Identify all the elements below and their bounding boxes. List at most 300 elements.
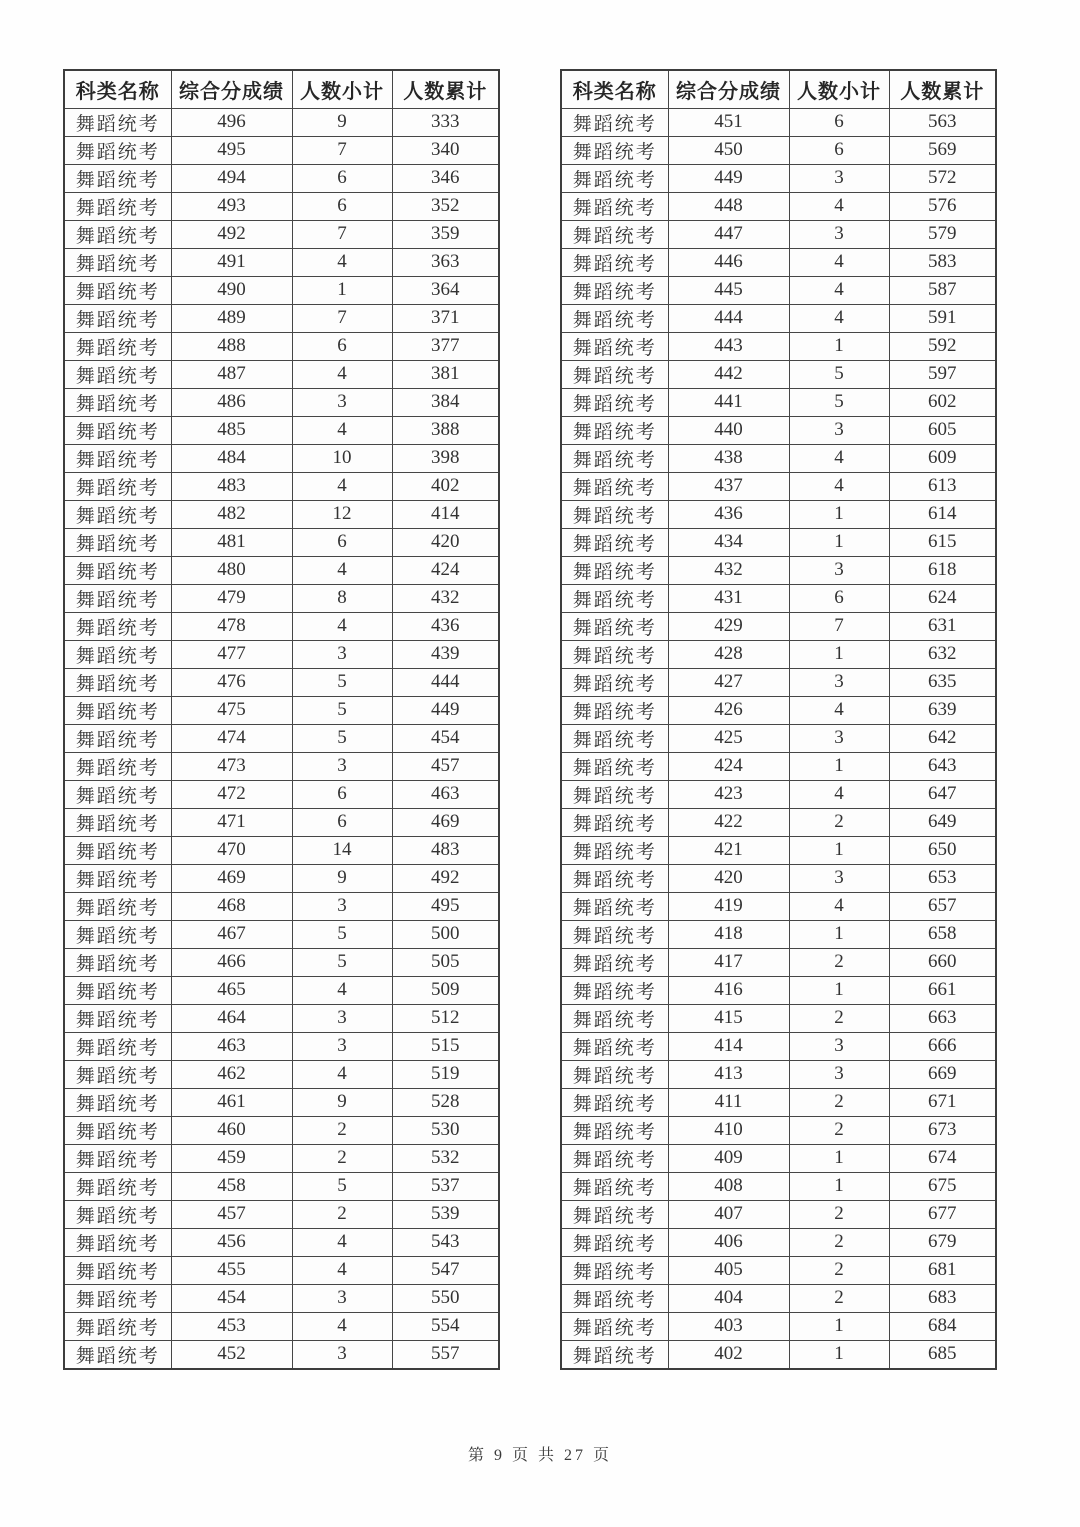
- table-cell: 614: [889, 500, 996, 528]
- table-cell: 舞蹈统考: [64, 752, 171, 780]
- table-cell: 3: [789, 1032, 889, 1060]
- table-row: [64, 136, 499, 164]
- table-cell: 509: [392, 976, 499, 1004]
- table-cell: 3: [789, 724, 889, 752]
- table-row: [561, 584, 996, 612]
- table-cell: 420: [392, 528, 499, 556]
- table-cell: 445: [668, 276, 789, 304]
- table-cell: 425: [668, 724, 789, 752]
- table-cell: 537: [392, 1172, 499, 1200]
- table-cell: 6: [292, 332, 392, 360]
- table-cell: 舞蹈统考: [561, 640, 668, 668]
- table-cell: 597: [889, 360, 996, 388]
- table-row: [64, 612, 499, 640]
- table-cell: 557: [392, 1340, 499, 1369]
- table-cell: 4: [292, 612, 392, 640]
- table-cell: 572: [889, 164, 996, 192]
- table-cell: 1: [789, 752, 889, 780]
- table-cell: 2: [789, 1256, 889, 1284]
- table-cell: 408: [668, 1172, 789, 1200]
- table-cell: 613: [889, 472, 996, 500]
- table-cell: 495: [171, 136, 292, 164]
- table-cell: 9: [292, 1088, 392, 1116]
- table-cell: 7: [292, 136, 392, 164]
- table-row: [561, 668, 996, 696]
- table-cell: 431: [668, 584, 789, 612]
- table-cell: 457: [171, 1200, 292, 1228]
- table-row: [561, 1228, 996, 1256]
- table-cell: 2: [292, 1200, 392, 1228]
- table-cell: 635: [889, 668, 996, 696]
- table-cell: 4: [292, 976, 392, 1004]
- table-cell: 舞蹈统考: [64, 276, 171, 304]
- table-cell: 642: [889, 724, 996, 752]
- table-cell: 530: [392, 1116, 499, 1144]
- table-row: [561, 444, 996, 472]
- table-cell: 7: [292, 220, 392, 248]
- table-cell: 563: [889, 108, 996, 136]
- table-cell: 669: [889, 1060, 996, 1088]
- table-cell: 436: [392, 612, 499, 640]
- table-cell: 352: [392, 192, 499, 220]
- table-cell: 2: [789, 1200, 889, 1228]
- table-row: [561, 1144, 996, 1172]
- table-cell: 454: [171, 1284, 292, 1312]
- table-row: [64, 1004, 499, 1032]
- table-cell: 450: [668, 136, 789, 164]
- table-row: [561, 1284, 996, 1312]
- table-cell: 2: [789, 1004, 889, 1032]
- table-cell: 463: [171, 1032, 292, 1060]
- table-cell: 454: [392, 724, 499, 752]
- table-cell: 449: [668, 164, 789, 192]
- table-cell: 490: [171, 276, 292, 304]
- table-row: [561, 332, 996, 360]
- table-cell: 414: [392, 500, 499, 528]
- table-cell: 舞蹈统考: [561, 612, 668, 640]
- table-row: [561, 612, 996, 640]
- table-cell: 舞蹈统考: [561, 1144, 668, 1172]
- table-cell: 615: [889, 528, 996, 556]
- table-cell: 3: [789, 556, 889, 584]
- table-cell: 舞蹈统考: [64, 1200, 171, 1228]
- table-cell: 449: [392, 696, 499, 724]
- table-cell: 舞蹈统考: [64, 1088, 171, 1116]
- table-row: [561, 528, 996, 556]
- table-cell: 舞蹈统考: [561, 1004, 668, 1032]
- table-row: [64, 164, 499, 192]
- table-cell: 3: [789, 668, 889, 696]
- table-cell: 631: [889, 612, 996, 640]
- table-cell: 舞蹈统考: [561, 220, 668, 248]
- table-cell: 3: [292, 640, 392, 668]
- table-row: [561, 416, 996, 444]
- table-cell: 14: [292, 836, 392, 864]
- table-row: [561, 472, 996, 500]
- table-cell: 377: [392, 332, 499, 360]
- table-row: [64, 920, 499, 948]
- table-cell: 424: [392, 556, 499, 584]
- table-row: [561, 276, 996, 304]
- table-cell: 543: [392, 1228, 499, 1256]
- table-cell: 569: [889, 136, 996, 164]
- table-cell: 674: [889, 1144, 996, 1172]
- table-cell: 舞蹈统考: [64, 948, 171, 976]
- table-cell: 4: [292, 416, 392, 444]
- table-cell: 2: [789, 1116, 889, 1144]
- table-row: [561, 220, 996, 248]
- table-cell: 468: [171, 892, 292, 920]
- table-cell: 539: [392, 1200, 499, 1228]
- table-cell: 579: [889, 220, 996, 248]
- table-row: [64, 780, 499, 808]
- table-cell: 427: [668, 668, 789, 696]
- table-cell: 418: [668, 920, 789, 948]
- table-row: [64, 444, 499, 472]
- column-header: 综合分成绩: [171, 70, 292, 108]
- table-cell: 647: [889, 780, 996, 808]
- table-cell: 1: [789, 500, 889, 528]
- table-cell: 444: [392, 668, 499, 696]
- table-cell: 舞蹈统考: [561, 864, 668, 892]
- table-cell: 618: [889, 556, 996, 584]
- table-row: [64, 1340, 499, 1369]
- table-cell: 舞蹈统考: [561, 1312, 668, 1340]
- table-cell: 1: [789, 640, 889, 668]
- table-cell: 660: [889, 948, 996, 976]
- table-row: [64, 1312, 499, 1340]
- table-cell: 2: [292, 1116, 392, 1144]
- header-row: [561, 70, 996, 108]
- table-cell: 515: [392, 1032, 499, 1060]
- table-cell: 402: [668, 1340, 789, 1369]
- table-cell: 1: [789, 1312, 889, 1340]
- table-cell: 519: [392, 1060, 499, 1088]
- table-cell: 舞蹈统考: [64, 584, 171, 612]
- table-row: [64, 864, 499, 892]
- table-row: [64, 1228, 499, 1256]
- table-cell: 461: [171, 1088, 292, 1116]
- table-cell: 457: [392, 752, 499, 780]
- table-cell: 481: [171, 528, 292, 556]
- table-cell: 舞蹈统考: [561, 1228, 668, 1256]
- table-cell: 480: [171, 556, 292, 584]
- table-cell: 3: [292, 752, 392, 780]
- table-row: [64, 948, 499, 976]
- table-cell: 592: [889, 332, 996, 360]
- table-cell: 491: [171, 248, 292, 276]
- table-cell: 446: [668, 248, 789, 276]
- table-row: [561, 724, 996, 752]
- table-cell: 舞蹈统考: [64, 416, 171, 444]
- table-cell: 333: [392, 108, 499, 136]
- table-row: [64, 808, 499, 836]
- table-cell: 452: [171, 1340, 292, 1369]
- table-cell: 447: [668, 220, 789, 248]
- table-cell: 3: [292, 1032, 392, 1060]
- table-cell: 505: [392, 948, 499, 976]
- table-cell: 421: [668, 836, 789, 864]
- header-row: [64, 70, 499, 108]
- table-cell: 512: [392, 1004, 499, 1032]
- table-cell: 舞蹈统考: [64, 220, 171, 248]
- column-header: 科类名称: [64, 70, 171, 108]
- table-cell: 463: [392, 780, 499, 808]
- table-cell: 436: [668, 500, 789, 528]
- table-row: [561, 1088, 996, 1116]
- table-cell: 359: [392, 220, 499, 248]
- table-cell: 653: [889, 864, 996, 892]
- table-row: [64, 108, 499, 136]
- table-cell: 673: [889, 1116, 996, 1144]
- table-cell: 舞蹈统考: [64, 108, 171, 136]
- table-row: [561, 864, 996, 892]
- table-cell: 舞蹈统考: [561, 472, 668, 500]
- table-cell: 1: [789, 1172, 889, 1200]
- table-row: [561, 192, 996, 220]
- table-cell: 5: [292, 1172, 392, 1200]
- table-cell: 舞蹈统考: [561, 836, 668, 864]
- table-cell: 舞蹈统考: [64, 1228, 171, 1256]
- table-cell: 舞蹈统考: [561, 136, 668, 164]
- table-cell: 485: [171, 416, 292, 444]
- table-cell: 舞蹈统考: [561, 1284, 668, 1312]
- table-cell: 舞蹈统考: [64, 304, 171, 332]
- table-cell: 舞蹈统考: [64, 1144, 171, 1172]
- table-cell: 456: [171, 1228, 292, 1256]
- table-cell: 7: [789, 612, 889, 640]
- table-cell: 658: [889, 920, 996, 948]
- table-cell: 340: [392, 136, 499, 164]
- table-cell: 舞蹈统考: [561, 108, 668, 136]
- table-cell: 473: [171, 752, 292, 780]
- table-cell: 舞蹈统考: [561, 892, 668, 920]
- table-cell: 632: [889, 640, 996, 668]
- table-cell: 4: [292, 1312, 392, 1340]
- table-cell: 1: [789, 1144, 889, 1172]
- table-cell: 494: [171, 164, 292, 192]
- table-cell: 2: [789, 1284, 889, 1312]
- table-cell: 6: [292, 780, 392, 808]
- table-cell: 6: [292, 528, 392, 556]
- table-cell: 舞蹈统考: [64, 1172, 171, 1200]
- table-row: [64, 752, 499, 780]
- table-cell: 舞蹈统考: [561, 948, 668, 976]
- table-cell: 440: [668, 416, 789, 444]
- table-row: [561, 836, 996, 864]
- table-cell: 舞蹈统考: [561, 1340, 668, 1369]
- table-cell: 5: [789, 360, 889, 388]
- table-row: [561, 248, 996, 276]
- table-row: [561, 164, 996, 192]
- table-cell: 409: [668, 1144, 789, 1172]
- table-cell: 434: [668, 528, 789, 556]
- score-table-left: [63, 69, 500, 1370]
- table-cell: 舞蹈统考: [64, 864, 171, 892]
- table-cell: 4: [789, 192, 889, 220]
- table-row: [64, 220, 499, 248]
- table-cell: 657: [889, 892, 996, 920]
- table-cell: 5: [292, 948, 392, 976]
- table-row: [64, 192, 499, 220]
- table-cell: 432: [392, 584, 499, 612]
- table-cell: 2: [789, 948, 889, 976]
- table-cell: 1: [789, 1340, 889, 1369]
- table-row: [64, 528, 499, 556]
- table-row: [64, 248, 499, 276]
- table-cell: 677: [889, 1200, 996, 1228]
- table-cell: 471: [171, 808, 292, 836]
- table-cell: 舞蹈统考: [561, 1032, 668, 1060]
- table-cell: 4: [789, 248, 889, 276]
- table-cell: 403: [668, 1312, 789, 1340]
- table-row: [64, 1144, 499, 1172]
- table-cell: 663: [889, 1004, 996, 1032]
- table-row: [64, 556, 499, 584]
- table-row: [561, 976, 996, 1004]
- table-cell: 420: [668, 864, 789, 892]
- table-cell: 465: [171, 976, 292, 1004]
- table-cell: 5: [789, 388, 889, 416]
- table-cell: 舞蹈统考: [64, 360, 171, 388]
- table-cell: 舞蹈统考: [561, 556, 668, 584]
- table-row: [561, 388, 996, 416]
- table-cell: 482: [171, 500, 292, 528]
- table-row: [64, 1088, 499, 1116]
- table-cell: 675: [889, 1172, 996, 1200]
- table-cell: 4: [292, 360, 392, 388]
- table-cell: 1: [789, 332, 889, 360]
- table-cell: 3: [789, 864, 889, 892]
- table-cell: 1: [789, 836, 889, 864]
- table-cell: 422: [668, 808, 789, 836]
- table-row: [64, 1116, 499, 1144]
- table-cell: 10: [292, 444, 392, 472]
- table-cell: 舞蹈统考: [561, 192, 668, 220]
- table-row: [64, 1200, 499, 1228]
- table-cell: 455: [171, 1256, 292, 1284]
- table-cell: 443: [668, 332, 789, 360]
- table-cell: 470: [171, 836, 292, 864]
- table-cell: 439: [392, 640, 499, 668]
- table-cell: 舞蹈统考: [561, 584, 668, 612]
- table-cell: 舞蹈统考: [64, 500, 171, 528]
- table-cell: 661: [889, 976, 996, 1004]
- table-cell: 舞蹈统考: [64, 892, 171, 920]
- table-cell: 舞蹈统考: [561, 808, 668, 836]
- table-cell: 417: [668, 948, 789, 976]
- table-cell: 464: [171, 1004, 292, 1032]
- table-cell: 364: [392, 276, 499, 304]
- table-cell: 舞蹈统考: [64, 1340, 171, 1369]
- table-cell: 650: [889, 836, 996, 864]
- table-cell: 舞蹈统考: [561, 976, 668, 1004]
- table-cell: 5: [292, 920, 392, 948]
- table-cell: 402: [392, 472, 499, 500]
- table-cell: 479: [171, 584, 292, 612]
- table-cell: 3: [292, 892, 392, 920]
- table-cell: 404: [668, 1284, 789, 1312]
- table-cell: 484: [171, 444, 292, 472]
- table-cell: 舞蹈统考: [64, 192, 171, 220]
- table-cell: 3: [292, 1284, 392, 1312]
- table-cell: 舞蹈统考: [561, 780, 668, 808]
- table-row: [561, 640, 996, 668]
- table-cell: 605: [889, 416, 996, 444]
- table-cell: 458: [171, 1172, 292, 1200]
- table-cell: 413: [668, 1060, 789, 1088]
- table-cell: 舞蹈统考: [64, 1312, 171, 1340]
- table-cell: 478: [171, 612, 292, 640]
- table-cell: 444: [668, 304, 789, 332]
- page-footer: [0, 1442, 1080, 1465]
- table-cell: 舞蹈统考: [561, 276, 668, 304]
- table-cell: 476: [171, 668, 292, 696]
- table-cell: 643: [889, 752, 996, 780]
- table-row: [561, 304, 996, 332]
- table-cell: 1: [789, 920, 889, 948]
- table-row: [64, 332, 499, 360]
- table-cell: 4: [789, 472, 889, 500]
- table-cell: 舞蹈统考: [561, 724, 668, 752]
- column-header: 人数小计: [789, 70, 889, 108]
- table-cell: 舞蹈统考: [64, 780, 171, 808]
- table-cell: 532: [392, 1144, 499, 1172]
- table-cell: 舞蹈统考: [64, 1004, 171, 1032]
- table-cell: 528: [392, 1088, 499, 1116]
- table-cell: 舞蹈统考: [561, 1172, 668, 1200]
- table-row: [561, 752, 996, 780]
- table-cell: 4: [789, 304, 889, 332]
- table-cell: 舞蹈统考: [64, 1284, 171, 1312]
- table-cell: 1: [292, 276, 392, 304]
- table-cell: 488: [171, 332, 292, 360]
- table-cell: 419: [668, 892, 789, 920]
- table-row: [64, 1032, 499, 1060]
- table-row: [64, 1256, 499, 1284]
- table-cell: 4: [789, 444, 889, 472]
- table-cell: 416: [668, 976, 789, 1004]
- table-cell: 4: [292, 1256, 392, 1284]
- table-cell: 467: [171, 920, 292, 948]
- table-cell: 舞蹈统考: [561, 1088, 668, 1116]
- table-row: [561, 892, 996, 920]
- table-cell: 681: [889, 1256, 996, 1284]
- table-row: [64, 892, 499, 920]
- table-cell: 9: [292, 108, 392, 136]
- table-cell: 453: [171, 1312, 292, 1340]
- table-row: [64, 388, 499, 416]
- table-cell: 舞蹈统考: [64, 556, 171, 584]
- table-cell: 426: [668, 696, 789, 724]
- table-cell: 405: [668, 1256, 789, 1284]
- column-header: 人数累计: [889, 70, 996, 108]
- table-cell: 3: [789, 164, 889, 192]
- column-header: 科类名称: [561, 70, 668, 108]
- table-cell: 舞蹈统考: [561, 164, 668, 192]
- table-cell: 492: [392, 864, 499, 892]
- table-cell: 4: [789, 780, 889, 808]
- table-cell: 4: [292, 472, 392, 500]
- table-cell: 683: [889, 1284, 996, 1312]
- table-cell: 429: [668, 612, 789, 640]
- table-cell: 346: [392, 164, 499, 192]
- table-cell: 舞蹈统考: [561, 696, 668, 724]
- table-cell: 684: [889, 1312, 996, 1340]
- table-cell: 496: [171, 108, 292, 136]
- table-cell: 649: [889, 808, 996, 836]
- table-cell: 639: [889, 696, 996, 724]
